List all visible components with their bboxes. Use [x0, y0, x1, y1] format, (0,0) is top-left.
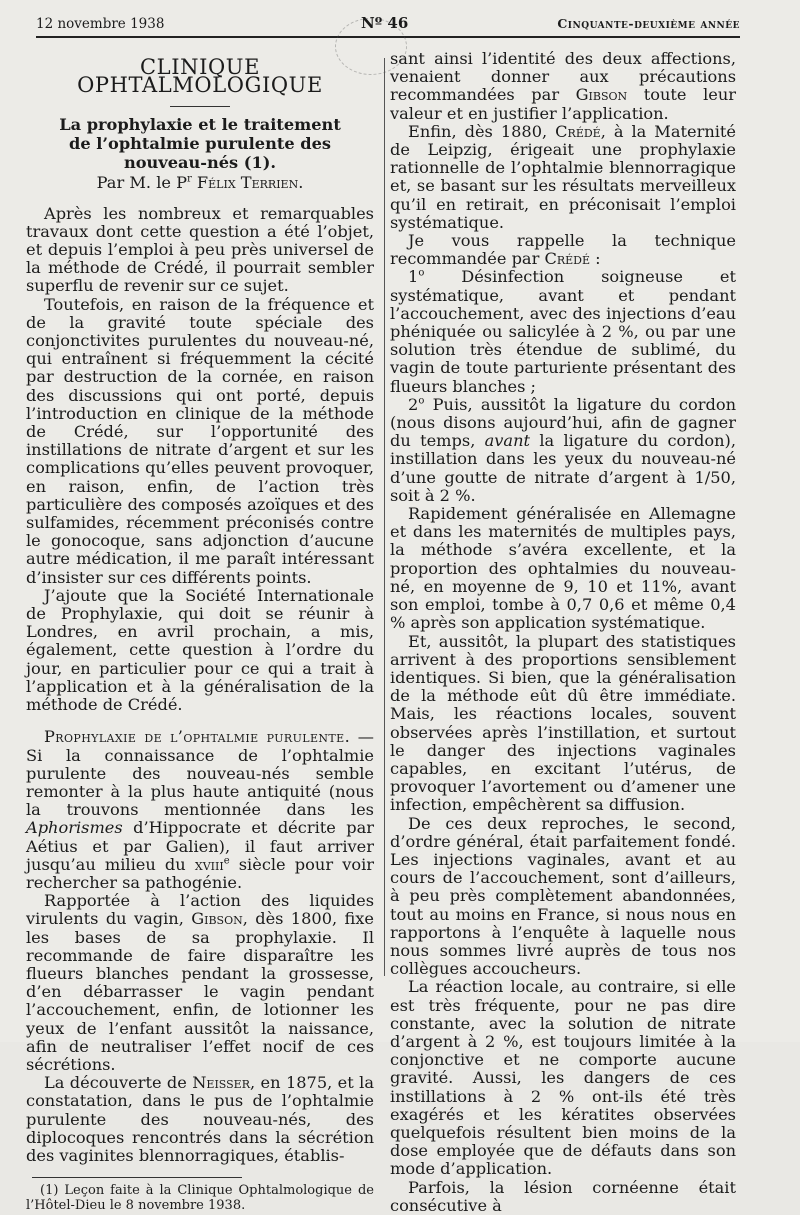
- paragraph: [390, 50, 736, 123]
- footnote: (1) Leçon faite à la Clinique Ophtalmologique de l’Hôtel-Dieu le 8 novembre 1938.: [26, 1183, 374, 1213]
- paragraph: J’ajoute que la Société Internationale de Prophylaxie, qui doit se réunir à Londres, en avril prochain, a mis, également, cette question à l’ordre du jour, en particulier pour ce qui a trait à l’application et à la généralisation de la méthode de Crédé.: [26, 585, 374, 715]
- paragraph: [26, 892, 374, 1074]
- issue-number: Nº 46: [361, 14, 409, 32]
- italic-text: avant: [484, 431, 531, 451]
- text-run: Désinfection soigneuse et systématique, avant et pendant l’accouchement, avec des injections d’eau phéniquée ou salicylée à 2 %, ou par une solution très étendue de sublimé, du vagin de toute parturiente présentant des flueurs blanches ;: [390, 267, 736, 396]
- text-run: Rapportée à l’action des liquides virulents du vagin,: [26, 891, 374, 929]
- article-title-line-2: de l’ophtalmie purulente des nouveau-nés (1).: [69, 134, 331, 173]
- italic-text: Aphorismes: [26, 818, 123, 838]
- item-sup: o: [418, 395, 425, 407]
- paragraph: [390, 232, 736, 268]
- text-run: Je vous rappelle la technique recommandée par: [390, 231, 736, 269]
- text-run: , dès 1800, fixe les bases de sa prophylaxie. Il recommande de faire disparaître les flueurs blanches pendant la grossesse, d’en débarrasser le vagin pendant l’accouchement, enfin, de lotionner les yeux de l’enfant aussitôt la naissance, afin de neutraliser l’effet nocif de ces sécrétions.: [26, 909, 374, 1074]
- text-run: sant ainsi l’identité des deux affections, venaient donner aux précautions recommandées par: [390, 49, 736, 105]
- paragraph: [390, 123, 736, 232]
- text-run: Enfin, dès 1880,: [408, 121, 556, 141]
- paragraph: [26, 728, 374, 892]
- article-title-line-1: La prophylaxie et le traitement: [59, 115, 341, 135]
- section-title: CLINIQUE OPHTALMOLOGIQUE: [77, 55, 323, 98]
- column-divider: [384, 58, 385, 976]
- text-run: toute leur valeur et en justifier l’application.: [390, 85, 736, 123]
- section-heading: Prophylaxie de l’ophtalmie purulente.: [44, 727, 351, 747]
- text-run: siècle pour voir rechercher sa pathogénie.: [26, 854, 375, 892]
- author-prefix: Par M. le P: [96, 173, 187, 193]
- text-run: la ligature du cordon), instillation dans les yeux du nouveau-né d’une goutte de nitrate d’argent à 1/50, soit à 2 %.: [390, 431, 737, 505]
- paragraph: [26, 1074, 374, 1165]
- text-run: , en 1875, et la constatation, dans le pus de l’ophtalmie purulente des nouveau-nés, des diplocoques rencontrés dans la sécrétion des vaginites blennorragiques, établis-: [26, 1073, 374, 1165]
- item-sup: o: [418, 268, 425, 280]
- item-number: 2: [408, 394, 419, 414]
- author-name: Félix Terrien.: [196, 173, 304, 193]
- list-item: [390, 268, 736, 395]
- left-column: [26, 54, 374, 1213]
- paragraph: Et, aussitôt, la plupart des statistiques arrivent à des proportions sensiblement identiques. Si bien, que la généralisation de la méthode eût dû être immédiate. Mais, les réactions locales, souvent observées après l’instillation, et surtout le danger des injections vaginales capables, en excitant l’utérus, de provoquer l’avortement ou d’amener une infection, empêchèrent sa diffusion.: [390, 631, 736, 815]
- person-name: Gibson: [191, 909, 243, 929]
- paragraph: De ces deux reproches, le second, d’ordre général, était parfaitement fondé. Les injections vaginales, avant et au cours de l’accouchement, sont d’ailleurs, à peu près complètement abandonnées, tout au moins en France, si nous nous en rapportons à l’enquête à laquelle nous nous sommes livré auprès de tous nos collègues accoucheurs.: [390, 813, 736, 979]
- text-run: Puis, aussitôt la ligature du cordon (nous disons aujourd’hui, afin de gagner du temps,: [390, 394, 736, 451]
- paragraph: Après les nombreux et remarquables travaux dont cette question a été l’objet, et depuis l’emploi à peu près universel de la méthode de Crédé, il pourrait sembler superflu de revenir sur ce sujet.: [26, 203, 374, 296]
- person-name: Gibson: [575, 85, 628, 105]
- volume-year: Cinquante-deuxième année: [557, 16, 740, 31]
- century-numeral: xviii: [194, 854, 224, 874]
- issue-date: 12 novembre 1938: [36, 16, 165, 32]
- person-name: Neisser: [192, 1073, 250, 1093]
- text-run: d’Hippocrate et décrite par Aétius et par Galien), il faut arriver jusqu’au milieu du: [26, 818, 374, 874]
- right-column: [390, 50, 736, 1215]
- paragraph: Toutefois, en raison de la fréquence et de la gravité toute spéciale des conjonctivites purulentes du nouveau-né, qui entraînent si fréquemment la cécité par destruction de la cornée, en raison des discussions qui ont porté, depuis l’introduction en clinique de la méthode de Crédé, sur l’opportunité des instillations de nitrate d’argent et sur les complications qu’elles peuvent provoquer, en raison, enfin, de l’action très particulière des composés azoïques et des sulfamides, récemment préconisés contre le gonocoque, sans adjonction d’aucune autre médication, il me paraît intéressant d’insister sur ces différents points.: [26, 294, 374, 587]
- paragraph: La réaction locale, au contraire, si elle est très fréquente, pour ne pas dire constante, avec la solution de nitrate d’argent à 2 %, est toujours limitée à la conjonctive et ne comporte aucune gravité. Aussi, les dangers de ces instillations à 2 % ont-ils été très exagérés et les kératites observées quelquefois résultent bien moins de la dose employée que de défauts dans son mode d’application.: [390, 977, 736, 1179]
- paragraph: Rapidement généralisée en Allemagne et dans les maternités de multiples pays, la méthode s’avéra excellente, et la proportion des ophtalmies du nouveau-né, en moyenne de 9, 10 et 11%, avant son emploi, tombe à 0,7 0,6 et même 0,4 % après son application systématique.: [390, 504, 736, 633]
- person-name: Crédé: [544, 249, 591, 269]
- item-number: 1: [408, 267, 419, 287]
- text-run: La découverte de: [44, 1073, 193, 1093]
- person-name: Crédé: [555, 121, 601, 141]
- article-title: [26, 115, 374, 172]
- list-item: [390, 396, 736, 505]
- paragraph: Parfois, la lésion cornéenne était consécutive à: [390, 1177, 736, 1215]
- text-run: :: [590, 249, 601, 269]
- century-sup: e: [223, 855, 230, 867]
- article-author: [26, 174, 374, 192]
- title-rule: [170, 106, 230, 107]
- author-sup: r: [186, 174, 192, 186]
- text-run: , à la Maternité de Leipzig, érigeait une prophylaxie rationnelle de l’ophtalmie blennorragique et, se basant sur les résultats merveilleux qu’il en retirait, en préconisait l’emploi systématique.: [390, 121, 737, 232]
- text-run: — Si la connaissance de l’ophtalmie purulente des nouveau-nés semble remonter à la plus haute antiquité (nous la trouvons mentionnée dans les: [26, 727, 374, 820]
- footnote-rule: [32, 1177, 242, 1178]
